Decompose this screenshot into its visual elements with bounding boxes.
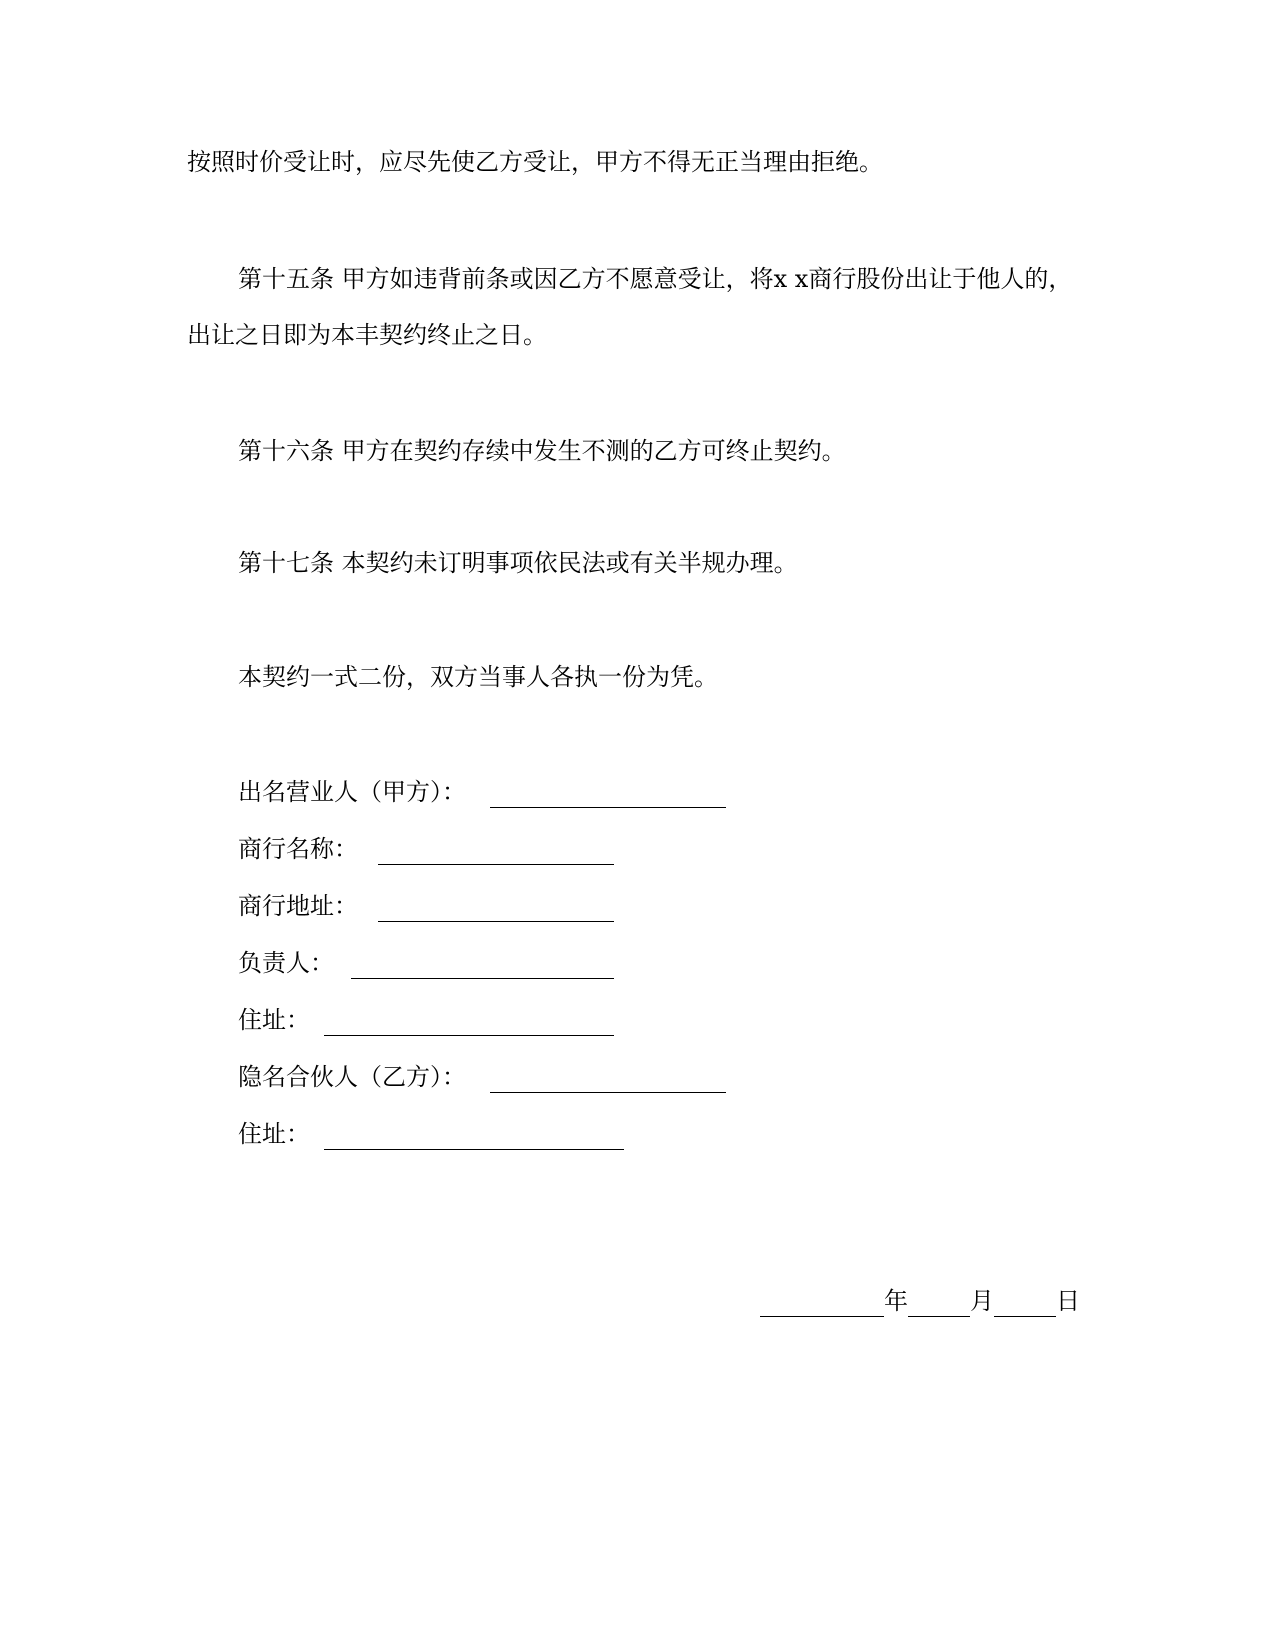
article-16: 第十六条 甲方在契约存续中发生不测的乙方可终止契约。 <box>238 437 846 465</box>
day-blank[interactable] <box>994 1290 1056 1317</box>
paragraph-14-continuation: 按照时价受让时，应尽先使乙方受让，甲方不得无正当理由拒绝。 <box>187 148 883 176</box>
firm-name-label: 商行名称： <box>238 835 358 863</box>
sig-row-party-a <box>238 776 738 808</box>
sig-row-address-a <box>238 1004 738 1036</box>
article-17: 第十七条 本契约未订明事项依民法或有关半规办理。 <box>238 549 798 577</box>
firm-address-label: 商行地址： <box>238 892 358 920</box>
sig-row-firm-name <box>238 833 738 865</box>
date-line <box>760 1285 1080 1317</box>
party-a-blank[interactable] <box>490 807 726 808</box>
year-label: 年 <box>884 1287 908 1315</box>
party-a-label: 出名营业人（甲方）： <box>238 778 466 806</box>
person-in-charge-label: 负责人： <box>238 949 334 977</box>
month-blank[interactable] <box>908 1290 970 1317</box>
sig-row-firm-address <box>238 890 738 922</box>
firm-name-blank[interactable] <box>378 864 614 865</box>
sig-row-party-b <box>238 1061 738 1093</box>
day-label: 日 <box>1056 1287 1080 1315</box>
party-b-label: 隐名合伙人（乙方）： <box>238 1063 466 1091</box>
person-in-charge-blank[interactable] <box>351 978 614 979</box>
sig-row-address-b <box>238 1118 738 1150</box>
year-blank[interactable] <box>760 1290 884 1317</box>
address-b-blank[interactable] <box>324 1149 624 1150</box>
firm-address-blank[interactable] <box>378 921 614 922</box>
copies-statement: 本契约一式二份，双方当事人各执一份为凭。 <box>238 663 718 691</box>
address-b-label: 住址： <box>238 1120 310 1148</box>
article-15-line-1: 第十五条 甲方如违背前条或因乙方不愿意受让，将x x商行股份出让于他人的， <box>238 265 1073 293</box>
article-15-line-2: 出让之日即为本丰契约终止之日。 <box>187 321 547 349</box>
address-a-label: 住址： <box>238 1006 310 1034</box>
sig-row-person-in-charge <box>238 947 738 979</box>
month-label: 月 <box>970 1287 994 1315</box>
address-a-blank[interactable] <box>324 1035 614 1036</box>
party-b-blank[interactable] <box>490 1092 726 1093</box>
